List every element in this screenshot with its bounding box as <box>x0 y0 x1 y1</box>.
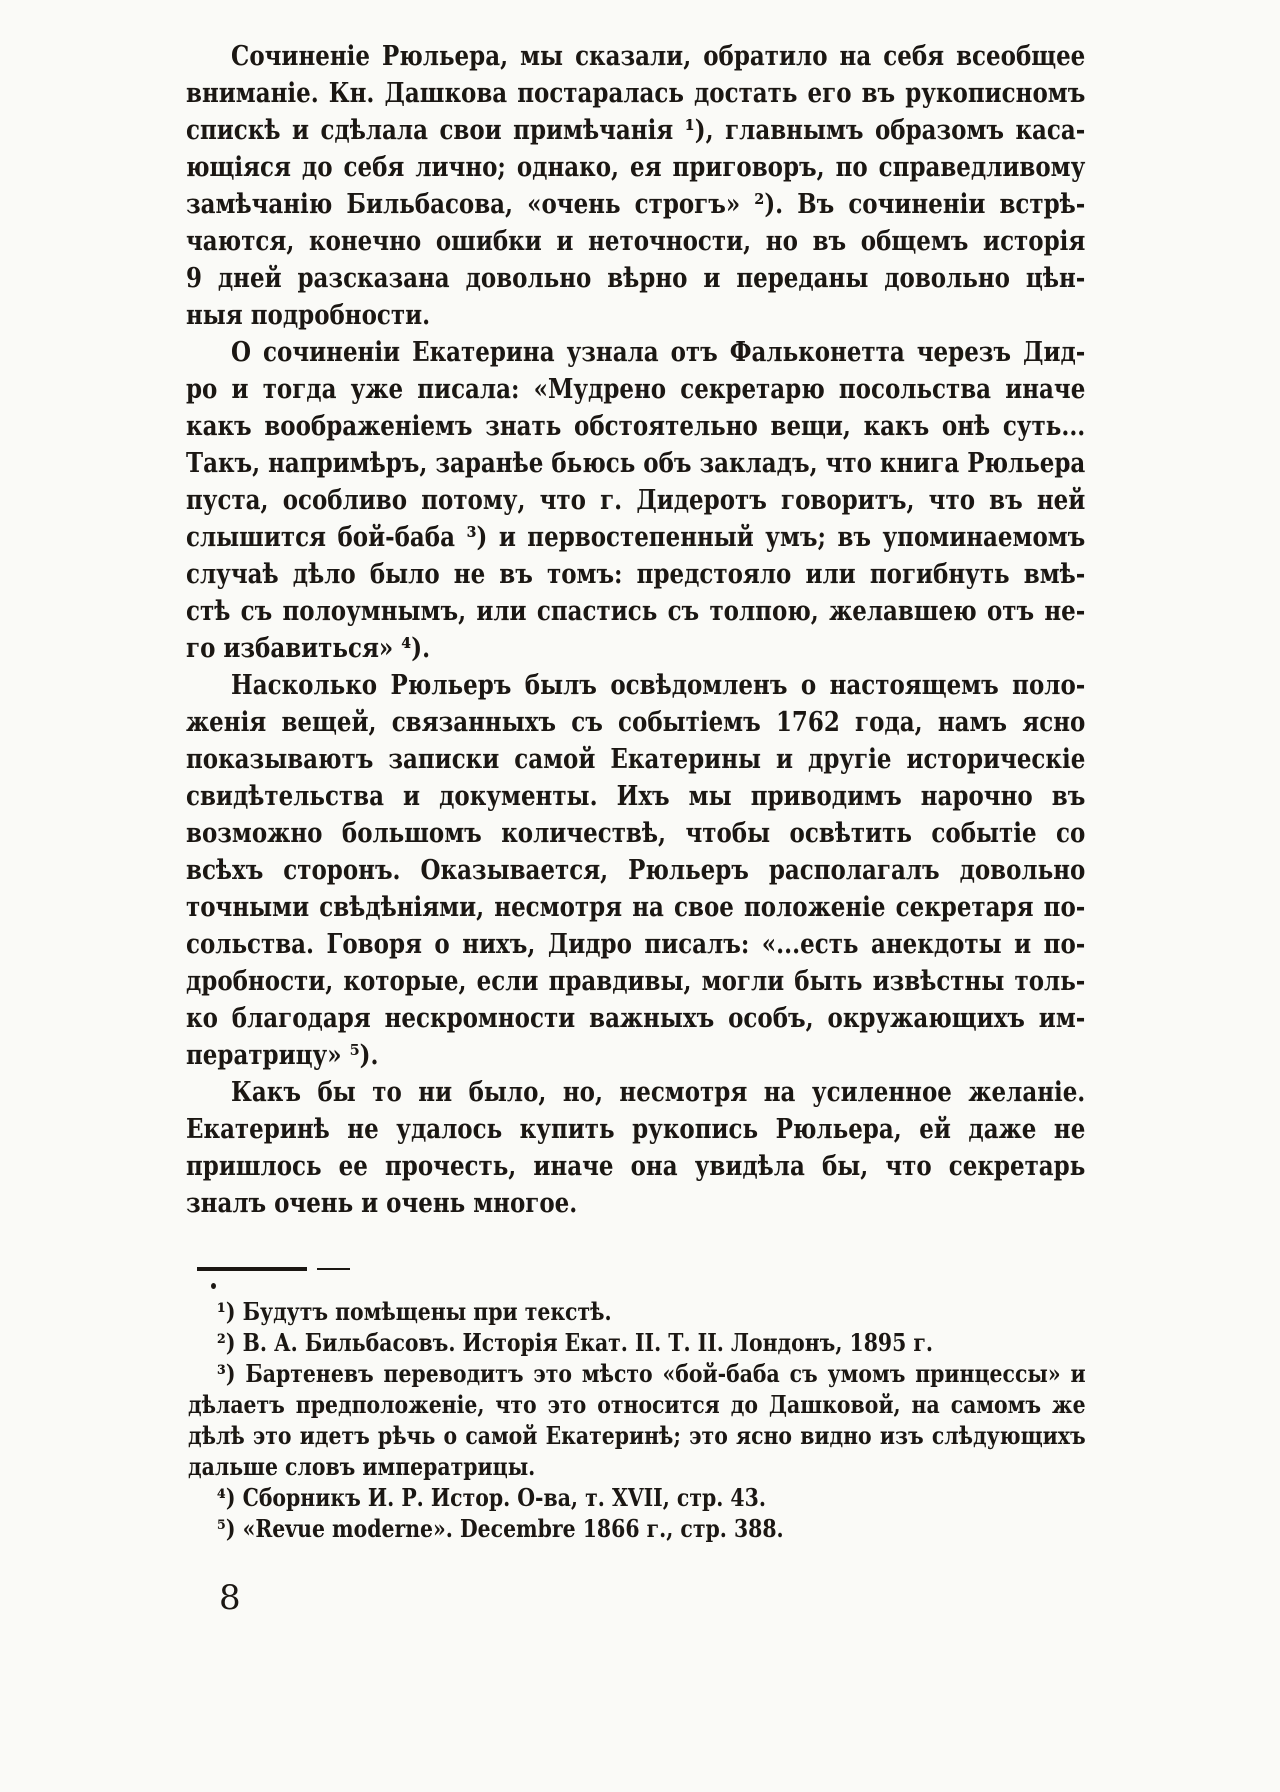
text-line: сольства. Говоря о нихъ, Дидро писалъ: «...есть анекдоты и по- <box>186 929 1086 960</box>
text-line: пришлось ее прочесть, иначе она увидѣла бы, что секретарь <box>186 1151 1086 1182</box>
text-line: Насколько Рюльеръ былъ освѣдомленъ о настоящемъ поло- <box>231 670 1086 701</box>
text-line: ператрицу» ⁵). <box>186 1040 379 1071</box>
text-line: Екатеринѣ не удалось купить рукопись Рюльера, ей даже не <box>186 1114 1086 1145</box>
text-line: спискѣ и сдѣлала свои примѣчанія ¹), главнымъ образомъ каса- <box>186 115 1086 146</box>
text-line: точными свѣдѣніями, несмотря на свое положеніе секретаря по- <box>186 892 1086 923</box>
text-line: свидѣтельства и документы. Ихъ мы приводимъ нарочно въ <box>186 781 1086 812</box>
main-text <box>186 38 1085 1222</box>
text-line: дробности, которые, если правдивы, могли быть извѣстны толь- <box>186 966 1086 997</box>
text-line: какъ воображеніемъ знать обстоятельно вещи, какъ онѣ суть... <box>186 411 1086 442</box>
text-line: показываютъ записки самой Екатерины и другіе историческіе <box>186 744 1086 775</box>
text-line: ющіяся до себя лично; однако, ея приговоръ, по справедливому <box>186 152 1086 183</box>
divider-dash <box>317 1268 350 1270</box>
text-line: возможно большомъ количествѣ, чтобы освѣтить событіе со <box>186 818 1086 849</box>
text-line: Какъ бы то ни было, но, несмотря на усиленное желаніе. <box>231 1077 1086 1108</box>
text-line: ныя подробности. <box>186 300 431 331</box>
text-line: ко благодаря нескромности важныхъ особъ, окружающихъ им- <box>186 1003 1086 1034</box>
text-line: дальше словъ императрицы. <box>188 1452 536 1481</box>
ink-speck <box>211 1283 216 1289</box>
page-number: 8 <box>219 1578 241 1618</box>
text-line: О сочиненіи Екатерина узнала отъ Фальконетта черезъ Дид- <box>231 337 1086 368</box>
text-line: Такъ, напримѣръ, заранѣе бьюсь объ закладъ, что книга Рюльера <box>186 448 1086 479</box>
text-line: ро и тогда уже писала: «Мудрено секретарю посольства иначе <box>186 374 1086 405</box>
text-line: всѣхъ сторонъ. Оказывается, Рюльеръ располагалъ довольно <box>186 855 1086 886</box>
text-line: дѣлаетъ предположеніе, что это относится до Дашковой, на самомъ же <box>188 1390 1086 1419</box>
text-line: женія вещей, связанныхъ съ событіемъ 1762 года, намъ ясно <box>186 707 1086 738</box>
text-line: ¹) Будутъ помѣщены при текстѣ. <box>216 1297 612 1326</box>
text-line: ²) В. А. Бильбасовъ. Исторія Екат. II. Т. II. Лондонъ, 1895 г. <box>216 1328 934 1357</box>
text-line: го избавиться» ⁴). <box>186 633 431 664</box>
text-line: ⁵) «Revue moderne». Decembre 1866 г., стр. 388. <box>216 1514 784 1543</box>
text-line: ³) Бартеневъ переводитъ это мѣсто «бой-баба съ умомъ принцессы» и <box>216 1359 1086 1388</box>
text-line: замѣчанію Бильбасова, «очень строгъ» ²). Въ сочиненіи встрѣ- <box>186 189 1086 220</box>
text-line: чаются, конечно ошибки и неточности, но въ общемъ исторія <box>186 226 1086 257</box>
text-line: вниманіе. Кн. Дашкова постаралась достать его въ рукописномъ <box>186 78 1086 109</box>
footnote-divider <box>197 1266 350 1272</box>
text-line: случаѣ дѣло было не въ томъ: предстояло или погибнуть вмѣ- <box>186 559 1086 590</box>
text-line: зналъ очень и очень многое. <box>186 1188 578 1219</box>
text-line: пуста, особливо потому, что г. Дидеротъ говоритъ, что въ ней <box>186 485 1086 516</box>
text-line: 9 дней разсказана довольно вѣрно и переданы довольно цѣн- <box>186 263 1086 294</box>
divider-rule <box>197 1267 307 1271</box>
text-line: слышится бой-баба ³) и первостепенный умъ; въ упоминаемомъ <box>186 522 1086 553</box>
text-line: дѣлѣ это идетъ рѣчь о самой Екатеринѣ; это ясно видно изъ слѣдующихъ <box>188 1421 1086 1450</box>
text-line: стѣ съ полоумнымъ, или спастись съ толпою, желавшею отъ не- <box>186 596 1086 627</box>
text-line: ⁴) Сборникъ И. Р. Истор. О-ва, т. XVII, стр. 43. <box>216 1483 766 1512</box>
footnotes <box>188 1296 1086 1544</box>
text-line: Сочиненіе Рюльера, мы сказали, обратило на себя всеобщее <box>231 41 1086 72</box>
